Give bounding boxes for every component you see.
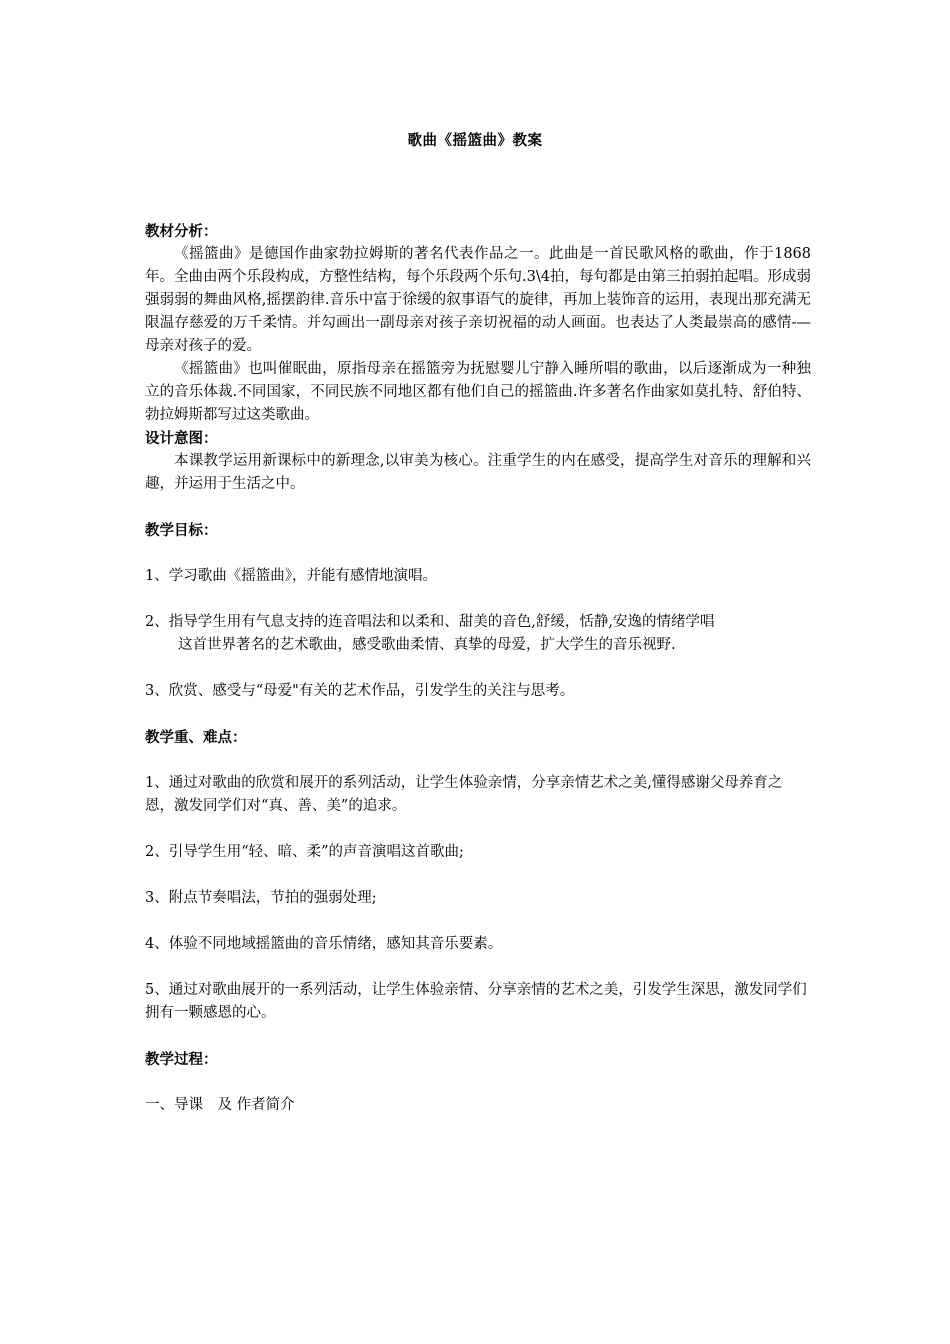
goal-item-2: 2、指导学生用有气息支持的连音唱法和以柔和、甜美的音色,舒缓，恬静,安逸的情绪学唱 这首世界著名的艺术歌曲，感受歌曲柔情、真挚的母爱，扩大学生的音乐视野. [145, 614, 715, 653]
goal-item-1: 1、学习歌曲《摇篮曲》，并能有感情地演唱。 [145, 568, 437, 584]
material-paragraph-2: 《摇篮曲》也叫催眠曲，原指母亲在摇篮旁为抚慰婴儿宁静入睡所唱的歌曲，以后逐渐成为一种独立的音乐体裁.不同国家，不同民族不同地区都有他们自己的摇篮曲.许多著名作曲家如莫扎特、舒伯特、勃拉姆斯都写过这类歌曲。 [145, 361, 811, 423]
section-heading-material: 教材分析： [145, 223, 218, 240]
design-paragraph: 本课教学运用新课标中的新理念,以审美为核心。注重学生的内在感受，提高学生对音乐的理解和兴趣，并运用于生活之中。 [145, 453, 811, 492]
keypoint-item-4: 4、体验不同地域摇篮曲的音乐情绪，感知其音乐要素。 [145, 936, 503, 952]
keypoint-item-3: 3、附点节奏唱法，节拍的强弱处理; [145, 890, 377, 906]
section-heading-design: 设计意图： [145, 430, 218, 447]
process-step-1: 一、导课 及 作者简介 [145, 1097, 295, 1113]
keypoint-item-2: 2、引导学生用“轻、暗、柔”的声音演唱这首歌曲; [145, 844, 464, 860]
goal-item-3: 3、欣赏、感受与“母爱"有关的艺术作品，引发学生的关注与思考。 [145, 683, 575, 699]
keypoint-item-1: 1、通过对歌曲的欣赏和展开的系列活动，让学生体验亲情，分享亲情艺术之美,懂得感谢父母养育之恩，激发同学们对“真、善、美”的追求。 [145, 775, 783, 814]
section-heading-goals: 教学目标： [145, 522, 218, 539]
keypoint-item-5: 5、通过对歌曲展开的一系列活动，让学生体验亲情、分享亲情的艺术之美，引发学生深思，激发同学们拥有一颗感恩的心。 [145, 982, 807, 1021]
document-body [145, 220, 811, 1117]
document-title: 歌曲《摇篮曲》教案 [407, 132, 543, 149]
material-paragraph-1: 《摇篮曲》是德国作曲家勃拉姆斯的著名代表作品之一。此曲是一首民歌风格的歌曲，作于1868年。全曲由两个乐段构成，方整性结构，每个乐段两个乐句.3\4拍，每句都是由第三拍弱拍起唱。形成弱强弱弱的舞曲风格,摇摆韵律.音乐中富于徐缓的叙事语气的旋律，再加上装饰音的运用，表现出那充满无限温存慈爱的万千柔情。并勾画出一副母亲对孩子亲切祝福的动人画面。也表达了人类最崇高的感情-—母亲对孩子的爱。 [145, 246, 811, 354]
section-heading-process: 教学过程： [145, 1051, 218, 1068]
section-heading-keypoints: 教学重、难点： [145, 729, 247, 746]
